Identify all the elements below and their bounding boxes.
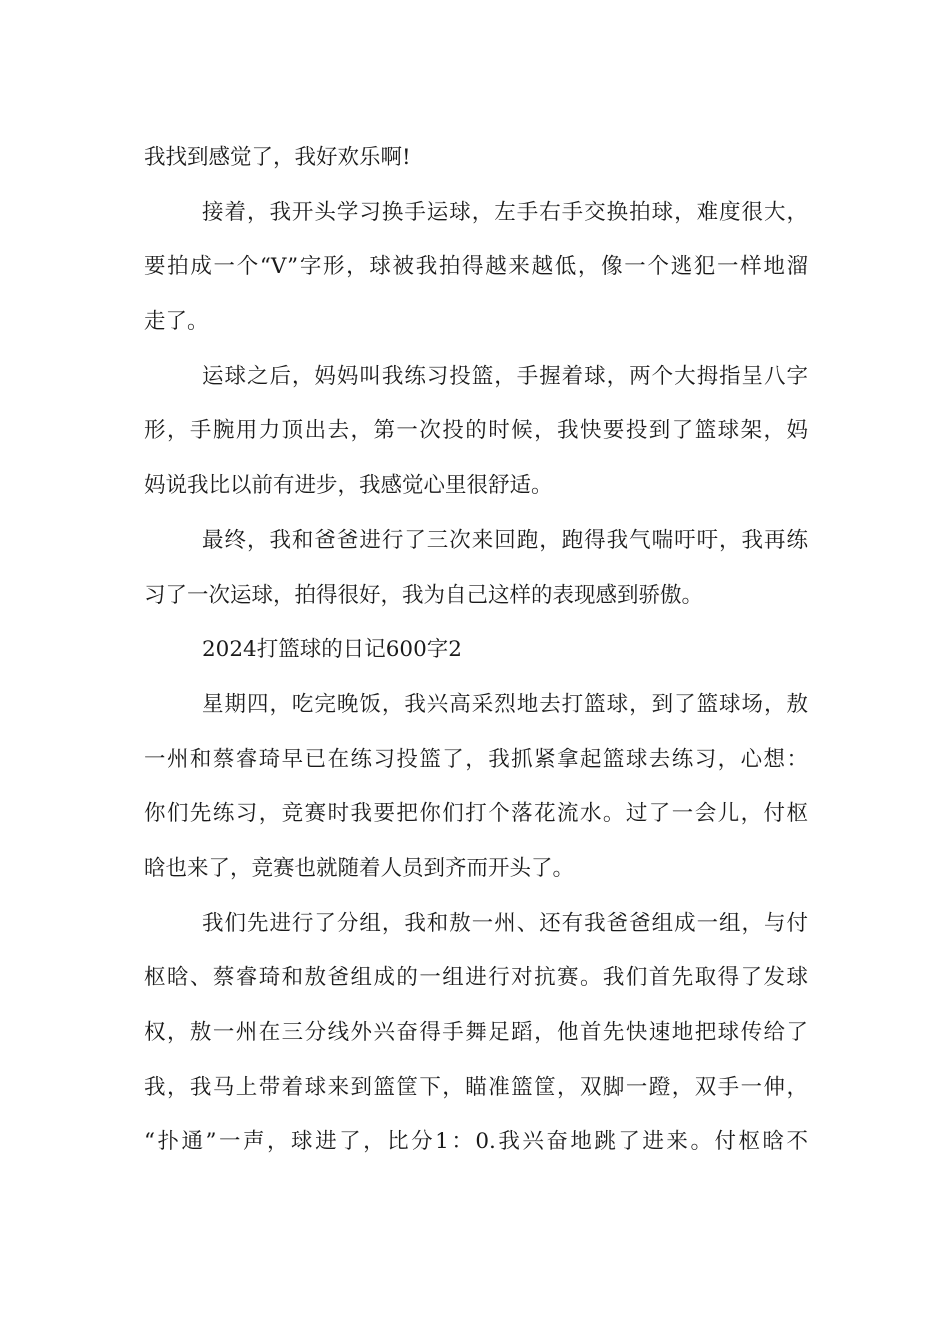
text-line: 妈说我比以前有进步，我感觉心里很舒适。 xyxy=(144,473,553,499)
text-line: 一州和蔡睿琦早已在练习投篮了，我抓紧拿起篮球去练习，心想： xyxy=(144,746,808,772)
document-body xyxy=(144,131,808,1170)
paragraph xyxy=(144,186,808,350)
text-line: 要拍成一个“V”字形，球被我拍得越来越低，像一个逃犯一样地溜 xyxy=(144,254,808,280)
text-line: 权，敖一州在三分线外兴奋得手舞足蹈，他首先快速地把球传给了 xyxy=(144,1020,808,1045)
text-line: 最终，我和爸爸进行了三次来回跑，跑得我气喘吁吁，我再练 xyxy=(202,527,808,553)
paragraph xyxy=(144,678,808,897)
text-line: “扑通”一声，球进了，比分1：0.我兴奋地跳了进来。付枢晗不 xyxy=(144,1129,808,1155)
text-line: 运球之后，妈妈叫我练习投篮，手握着球，两个大拇指呈八字 xyxy=(202,363,808,389)
paragraph xyxy=(144,514,808,623)
text-line: 我找到感觉了，我好欢乐啊! xyxy=(144,145,411,170)
paragraph xyxy=(144,897,808,1170)
text-line: 习了一次运球，拍得很好，我为自己这样的表现感到骄傲。 xyxy=(144,582,704,608)
text-line: 接着，我开头学习换手运球，左手右手交换拍球，难度很大， xyxy=(202,199,808,225)
paragraph xyxy=(144,131,808,186)
paragraph xyxy=(144,350,808,514)
text-line: 晗也来了，竞赛也就随着人员到齐而开头了。 xyxy=(144,855,575,881)
text-line: 我，我马上带着球来到篮筐下，瞄准篮筐，双脚一蹬，双手一伸， xyxy=(144,1074,808,1100)
section-heading xyxy=(144,623,808,678)
text-line: 形，手腕用力顶出去，第一次投的时候，我快要投到了篮球架，妈 xyxy=(144,418,808,444)
text-line: 我们先进行了分组，我和敖一州、还有我爸爸组成一组，与付 xyxy=(202,910,808,936)
text-line: 你们先练习，竞赛时我要把你们打个落花流水。过了一会儿，付枢 xyxy=(144,801,808,827)
text-line: 枢晗、蔡睿琦和敖爸组成的一组进行对抗赛。我们首先取得了发球 xyxy=(144,965,808,991)
text-line: 2024打篮球的日记600字2 xyxy=(202,637,462,663)
text-line: 走了。 xyxy=(144,309,209,335)
text-line: 星期四，吃完晚饭，我兴高采烈地去打篮球，到了篮球场，敖 xyxy=(202,691,808,717)
